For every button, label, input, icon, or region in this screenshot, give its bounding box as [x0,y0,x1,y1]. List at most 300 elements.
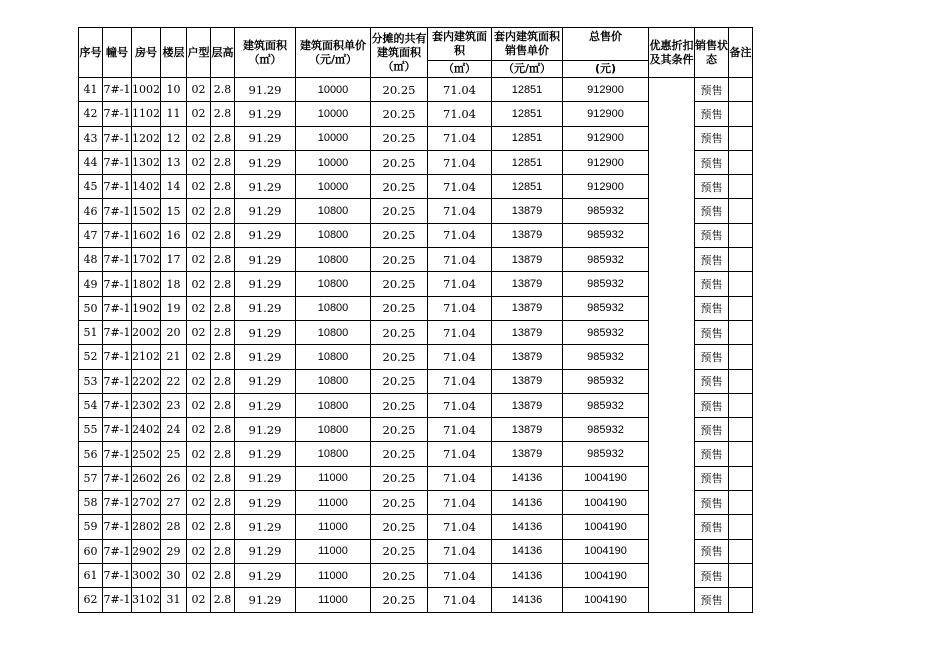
cell-area: 91.29 [235,248,296,272]
cell-area: 91.29 [235,466,296,490]
cell-building: 7#-1 [103,588,132,612]
cell-discount [649,515,695,539]
cell-shared-area: 20.25 [371,102,428,126]
header-building: 幢号 [103,28,132,78]
cell-total-price: 985932 [563,296,649,320]
cell-area: 91.29 [235,442,296,466]
table-row [79,418,753,442]
cell-height: 2.8 [211,199,235,223]
cell-inner-price: 13879 [492,345,563,369]
cell-seq: 56 [79,442,103,466]
cell-total-price: 1004190 [563,588,649,612]
cell-building: 7#-1 [103,223,132,247]
table-row [79,150,753,174]
cell-inner-area: 71.04 [428,563,492,587]
cell-area: 91.29 [235,418,296,442]
cell-discount [649,78,695,102]
cell-area: 91.29 [235,102,296,126]
cell-building: 7#-1 [103,272,132,296]
cell-inner-price: 12851 [492,150,563,174]
cell-height: 2.8 [211,150,235,174]
cell-building: 7#-1 [103,515,132,539]
cell-floor: 22 [161,369,187,393]
cell-discount [649,539,695,563]
cell-room: 2302 [132,393,161,417]
table-row [79,78,753,102]
cell-unit-price: 11000 [296,539,371,563]
cell-type: 02 [187,515,211,539]
cell-remark [729,442,753,466]
cell-discount [649,296,695,320]
cell-room: 1202 [132,126,161,150]
cell-status: 预售 [695,78,729,102]
cell-unit-price: 11000 [296,563,371,587]
cell-building: 7#-1 [103,199,132,223]
cell-shared-area: 20.25 [371,588,428,612]
cell-discount [649,223,695,247]
cell-type: 02 [187,248,211,272]
cell-inner-area: 71.04 [428,588,492,612]
cell-inner-area: 71.04 [428,491,492,515]
cell-seq: 61 [79,563,103,587]
cell-room: 1902 [132,296,161,320]
cell-unit-price: 10000 [296,126,371,150]
cell-inner-price: 14136 [492,539,563,563]
table-row [79,175,753,199]
cell-type: 02 [187,393,211,417]
cell-total-price: 985932 [563,248,649,272]
cell-room: 1502 [132,199,161,223]
cell-area: 91.29 [235,515,296,539]
cell-building: 7#-1 [103,418,132,442]
cell-building: 7#-1 [103,150,132,174]
cell-status: 预售 [695,126,729,150]
cell-room: 1302 [132,150,161,174]
cell-inner-price: 13879 [492,272,563,296]
cell-room: 1802 [132,272,161,296]
cell-floor: 24 [161,418,187,442]
cell-remark [729,320,753,344]
cell-building: 7#-1 [103,393,132,417]
cell-status: 预售 [695,345,729,369]
cell-inner-area: 71.04 [428,126,492,150]
cell-remark [729,199,753,223]
cell-type: 02 [187,223,211,247]
cell-status: 预售 [695,418,729,442]
cell-building: 7#-1 [103,78,132,102]
cell-discount [649,102,695,126]
cell-seq: 42 [79,102,103,126]
cell-discount [649,199,695,223]
cell-floor: 18 [161,272,187,296]
cell-type: 02 [187,126,211,150]
cell-seq: 44 [79,150,103,174]
header-remark: 备注 [729,28,753,78]
cell-room: 2602 [132,466,161,490]
cell-floor: 21 [161,345,187,369]
table-row [79,126,753,150]
cell-type: 02 [187,442,211,466]
cell-height: 2.8 [211,369,235,393]
cell-height: 2.8 [211,491,235,515]
cell-inner-price: 14136 [492,563,563,587]
cell-inner-area: 71.04 [428,369,492,393]
cell-shared-area: 20.25 [371,272,428,296]
header-floor: 楼层 [161,28,187,78]
cell-room: 2902 [132,539,161,563]
price-table [78,27,753,613]
table-row [79,491,753,515]
cell-total-price: 985932 [563,418,649,442]
cell-remark [729,102,753,126]
cell-unit-price: 10800 [296,369,371,393]
cell-inner-area: 71.04 [428,78,492,102]
cell-type: 02 [187,563,211,587]
cell-area: 91.29 [235,491,296,515]
cell-building: 7#-1 [103,369,132,393]
cell-inner-price: 14136 [492,466,563,490]
header-unit-price: 建筑面积单价（元/㎡） [296,28,371,78]
cell-type: 02 [187,175,211,199]
cell-inner-price: 13879 [492,296,563,320]
cell-status: 预售 [695,150,729,174]
header-room: 房号 [132,28,161,78]
cell-shared-area: 20.25 [371,150,428,174]
cell-unit-price: 10800 [296,345,371,369]
cell-floor: 26 [161,466,187,490]
cell-floor: 28 [161,515,187,539]
cell-room: 2802 [132,515,161,539]
cell-room: 2102 [132,345,161,369]
cell-discount [649,320,695,344]
cell-remark [729,491,753,515]
cell-building: 7#-1 [103,175,132,199]
cell-floor: 25 [161,442,187,466]
cell-status: 预售 [695,175,729,199]
header-inner-area-unit: （㎡） [443,62,476,75]
table-row [79,223,753,247]
cell-room: 1602 [132,223,161,247]
cell-discount [649,393,695,417]
cell-remark [729,175,753,199]
cell-total-price: 985932 [563,442,649,466]
cell-inner-area: 71.04 [428,175,492,199]
cell-type: 02 [187,345,211,369]
cell-status: 预售 [695,466,729,490]
cell-remark [729,393,753,417]
cell-inner-price: 13879 [492,442,563,466]
cell-area: 91.29 [235,345,296,369]
cell-area: 91.29 [235,393,296,417]
cell-status: 预售 [695,102,729,126]
cell-total-price: 912900 [563,150,649,174]
cell-shared-area: 20.25 [371,418,428,442]
cell-type: 02 [187,199,211,223]
cell-inner-price: 14136 [492,515,563,539]
cell-unit-price: 11000 [296,466,371,490]
cell-seq: 43 [79,126,103,150]
cell-unit-price: 10000 [296,78,371,102]
cell-room: 2202 [132,369,161,393]
cell-remark [729,539,753,563]
cell-building: 7#-1 [103,345,132,369]
cell-type: 02 [187,102,211,126]
cell-height: 2.8 [211,393,235,417]
cell-area: 91.29 [235,223,296,247]
header-status: 销售状态 [695,28,729,78]
cell-room: 2702 [132,491,161,515]
cell-discount [649,588,695,612]
cell-seq: 55 [79,418,103,442]
cell-building: 7#-1 [103,296,132,320]
table-row [79,466,753,490]
cell-total-price: 1004190 [563,563,649,587]
cell-shared-area: 20.25 [371,466,428,490]
cell-unit-price: 11000 [296,491,371,515]
table-row [79,345,753,369]
cell-unit-price: 10000 [296,102,371,126]
header-height: 层高 [211,28,235,78]
cell-total-price: 985932 [563,272,649,296]
cell-inner-area: 71.04 [428,515,492,539]
cell-seq: 41 [79,78,103,102]
table-row [79,296,753,320]
cell-shared-area: 20.25 [371,126,428,150]
cell-inner-area: 71.04 [428,442,492,466]
cell-inner-price: 12851 [492,126,563,150]
cell-status: 预售 [695,393,729,417]
cell-floor: 27 [161,491,187,515]
cell-floor: 20 [161,320,187,344]
cell-height: 2.8 [211,78,235,102]
cell-remark [729,563,753,587]
cell-inner-area: 71.04 [428,466,492,490]
cell-shared-area: 20.25 [371,563,428,587]
cell-area: 91.29 [235,175,296,199]
cell-floor: 23 [161,393,187,417]
cell-inner-price: 12851 [492,102,563,126]
header-inner-price-unit: （元/㎡） [502,62,552,75]
cell-area: 91.29 [235,563,296,587]
cell-inner-area: 71.04 [428,223,492,247]
cell-status: 预售 [695,223,729,247]
header-type: 户型 [187,28,211,78]
cell-unit-price: 10800 [296,272,371,296]
cell-status: 预售 [695,539,729,563]
cell-seq: 59 [79,515,103,539]
cell-discount [649,345,695,369]
cell-shared-area: 20.25 [371,345,428,369]
cell-floor: 16 [161,223,187,247]
cell-total-price: 912900 [563,102,649,126]
cell-remark [729,588,753,612]
cell-room: 3102 [132,588,161,612]
cell-remark [729,418,753,442]
cell-total-price: 1004190 [563,539,649,563]
cell-remark [729,248,753,272]
cell-seq: 58 [79,491,103,515]
cell-area: 91.29 [235,320,296,344]
cell-remark [729,466,753,490]
cell-remark [729,150,753,174]
cell-height: 2.8 [211,320,235,344]
cell-inner-price: 13879 [492,369,563,393]
table-row [79,563,753,587]
table-row [79,539,753,563]
cell-room: 1002 [132,78,161,102]
cell-shared-area: 20.25 [371,491,428,515]
cell-floor: 11 [161,102,187,126]
cell-type: 02 [187,296,211,320]
cell-status: 预售 [695,515,729,539]
cell-type: 02 [187,150,211,174]
cell-type: 02 [187,369,211,393]
header-total-label: 总售价 [563,28,648,61]
cell-type: 02 [187,320,211,344]
cell-building: 7#-1 [103,248,132,272]
cell-discount [649,418,695,442]
cell-seq: 48 [79,248,103,272]
cell-remark [729,515,753,539]
price-list-sheet [78,27,753,613]
cell-discount [649,126,695,150]
cell-unit-price: 10800 [296,223,371,247]
cell-inner-area: 71.04 [428,102,492,126]
cell-area: 91.29 [235,588,296,612]
cell-height: 2.8 [211,345,235,369]
cell-unit-price: 10800 [296,296,371,320]
cell-height: 2.8 [211,588,235,612]
cell-unit-price: 10800 [296,393,371,417]
cell-remark [729,126,753,150]
cell-inner-area: 71.04 [428,418,492,442]
cell-remark [729,272,753,296]
cell-total-price: 985932 [563,223,649,247]
table-body [79,78,753,613]
cell-floor: 19 [161,296,187,320]
cell-shared-area: 20.25 [371,199,428,223]
cell-floor: 12 [161,126,187,150]
header-shared-area: 分摊的共有建筑面积（㎡） [371,28,428,78]
cell-shared-area: 20.25 [371,393,428,417]
cell-height: 2.8 [211,296,235,320]
cell-shared-area: 20.25 [371,442,428,466]
cell-inner-price: 13879 [492,223,563,247]
cell-floor: 29 [161,539,187,563]
cell-inner-area: 71.04 [428,296,492,320]
header-seq: 序号 [79,28,103,78]
header-inner-area-label: 套内建筑面积 [428,28,491,61]
cell-shared-area: 20.25 [371,223,428,247]
cell-seq: 53 [79,369,103,393]
cell-room: 2002 [132,320,161,344]
header-inner-price-label: 套内建筑面积销售单价 [492,28,562,61]
cell-discount [649,369,695,393]
cell-height: 2.8 [211,248,235,272]
cell-floor: 15 [161,199,187,223]
cell-seq: 54 [79,393,103,417]
cell-height: 2.8 [211,126,235,150]
cell-floor: 17 [161,248,187,272]
cell-status: 预售 [695,296,729,320]
cell-inner-area: 71.04 [428,393,492,417]
cell-inner-area: 71.04 [428,199,492,223]
cell-status: 预售 [695,588,729,612]
cell-seq: 60 [79,539,103,563]
cell-floor: 31 [161,588,187,612]
cell-inner-price: 12851 [492,175,563,199]
cell-type: 02 [187,78,211,102]
cell-room: 3002 [132,563,161,587]
header-discount: 优惠折扣及其条件 [649,28,695,78]
cell-status: 预售 [695,272,729,296]
table-row [79,272,753,296]
cell-unit-price: 10000 [296,150,371,174]
cell-building: 7#-1 [103,539,132,563]
cell-discount [649,272,695,296]
cell-room: 2502 [132,442,161,466]
cell-unit-price: 10800 [296,248,371,272]
cell-inner-price: 12851 [492,78,563,102]
table-row [79,442,753,466]
cell-building: 7#-1 [103,320,132,344]
cell-total-price: 1004190 [563,466,649,490]
cell-room: 2402 [132,418,161,442]
cell-area: 91.29 [235,369,296,393]
cell-height: 2.8 [211,272,235,296]
header-inner-area [428,28,492,78]
cell-status: 预售 [695,248,729,272]
cell-inner-price: 13879 [492,393,563,417]
cell-floor: 14 [161,175,187,199]
cell-unit-price: 10800 [296,418,371,442]
cell-discount [649,466,695,490]
cell-remark [729,296,753,320]
cell-building: 7#-1 [103,126,132,150]
cell-total-price: 985932 [563,320,649,344]
cell-inner-price: 13879 [492,199,563,223]
cell-seq: 46 [79,199,103,223]
cell-building: 7#-1 [103,102,132,126]
header-total [563,28,649,78]
cell-type: 02 [187,491,211,515]
cell-height: 2.8 [211,418,235,442]
cell-type: 02 [187,272,211,296]
cell-status: 预售 [695,199,729,223]
cell-seq: 57 [79,466,103,490]
cell-remark [729,223,753,247]
cell-shared-area: 20.25 [371,320,428,344]
cell-status: 预售 [695,563,729,587]
cell-floor: 10 [161,78,187,102]
cell-shared-area: 20.25 [371,296,428,320]
cell-status: 预售 [695,491,729,515]
cell-seq: 52 [79,345,103,369]
cell-inner-area: 71.04 [428,345,492,369]
cell-discount [649,248,695,272]
cell-building: 7#-1 [103,563,132,587]
cell-discount [649,175,695,199]
cell-discount [649,442,695,466]
cell-room: 1402 [132,175,161,199]
cell-area: 91.29 [235,199,296,223]
cell-type: 02 [187,418,211,442]
cell-building: 7#-1 [103,491,132,515]
table-row [79,320,753,344]
cell-inner-area: 71.04 [428,539,492,563]
cell-status: 预售 [695,442,729,466]
cell-inner-price: 14136 [492,588,563,612]
